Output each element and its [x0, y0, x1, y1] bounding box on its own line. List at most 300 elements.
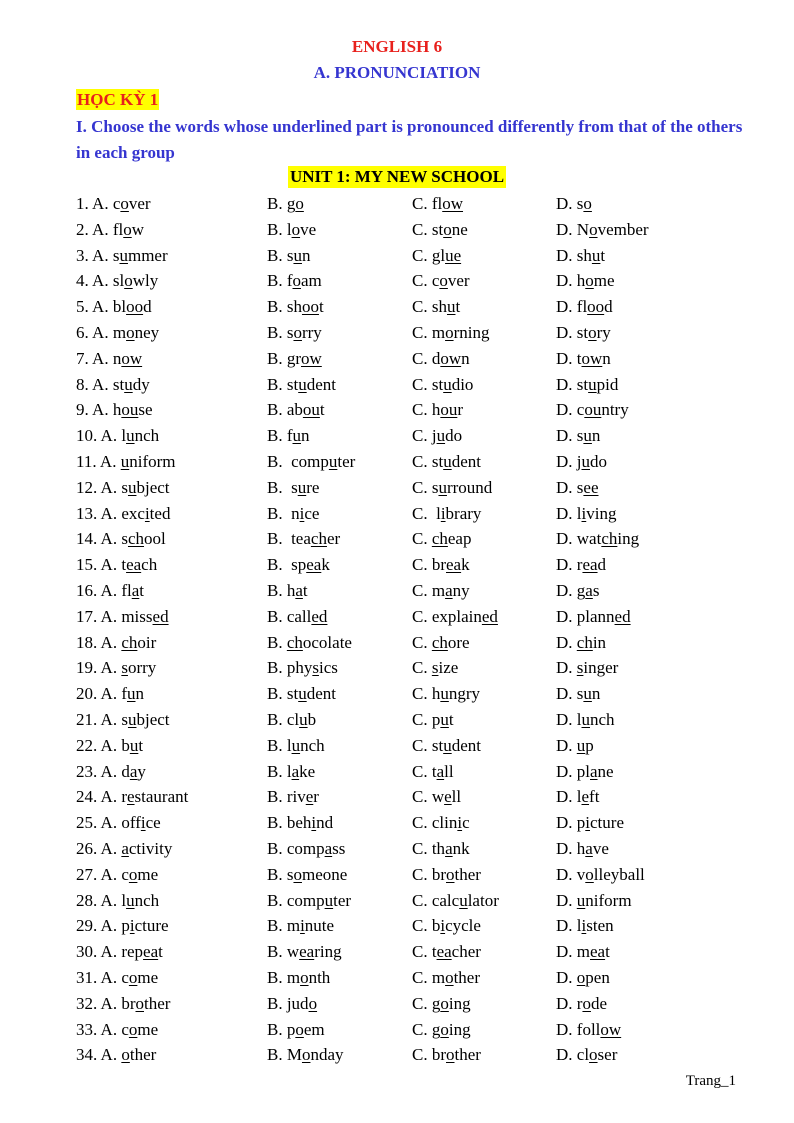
option-a: 26. A. activity [76, 838, 173, 858]
question-row [0, 836, 794, 862]
underlined-sound: ch [310, 529, 327, 549]
underlined-sound: o [295, 1019, 304, 1039]
option-b: B. computer [267, 890, 352, 910]
underlined-sound: ch [431, 632, 448, 652]
option-d: D. listen [556, 916, 614, 936]
option-b: B. teacher [267, 529, 341, 549]
option-a: 6. A. money [76, 322, 160, 342]
underlined-sound: u [119, 245, 128, 265]
option-c: C. brother [412, 864, 481, 884]
question-row [0, 268, 794, 294]
option-a: 33. A. come [76, 1019, 159, 1039]
option-b: B. computer [267, 451, 356, 471]
underlined-sound: a [436, 761, 445, 781]
question-row [0, 1042, 794, 1068]
underlined-sound: s [312, 658, 319, 678]
option-a: 20. A. fun [76, 684, 144, 704]
option-a: 27. A. come [76, 864, 159, 884]
question-row [0, 630, 794, 656]
option-b: B. grow [267, 348, 322, 368]
question-row [0, 320, 794, 346]
underlined-sound: o [123, 219, 132, 239]
underlined-sound: u [124, 374, 133, 394]
option-d: D. uniform [556, 890, 632, 910]
option-a: 32. A. brother [76, 993, 171, 1013]
question-row [0, 913, 794, 939]
option-c: C. brother [412, 1045, 481, 1065]
underlined-sound: o [585, 864, 594, 884]
underlined-sound: ou [302, 400, 320, 420]
underlined-sound: a [445, 838, 453, 858]
underlined-sound: ow [442, 194, 464, 213]
option-d: D. sun [556, 684, 601, 704]
underlined-sound: o [292, 271, 301, 291]
underlined-sound: e [305, 787, 314, 807]
underlined-sound: o [445, 967, 454, 987]
option-d: D. picture [556, 813, 624, 833]
option-c: C. clinic [412, 813, 470, 833]
underlined-sound: o [308, 993, 318, 1013]
option-d: D. chin [556, 632, 607, 652]
option-c: C. going [412, 993, 471, 1013]
underlined-sound: u [443, 374, 452, 394]
underlined-sound: o [443, 219, 452, 239]
underlined-sound: o [582, 993, 591, 1013]
underlined-sound: ow [581, 348, 603, 368]
option-d: D. read [556, 555, 607, 575]
option-a: 10. A. lunch [76, 426, 160, 446]
option-c: C. shut [412, 297, 461, 317]
underlined-sound: u [443, 735, 452, 755]
option-d: D. stupid [556, 374, 619, 394]
option-d: D. open [556, 967, 610, 987]
option-c: C. library [412, 503, 482, 523]
option-c: C. calculator [412, 890, 499, 910]
option-d: D. volleyball [556, 864, 645, 884]
underlined-sound: u [576, 735, 586, 755]
underlined-sound: o [135, 993, 144, 1013]
option-b: B. someone [267, 864, 348, 884]
option-a: 3. A. summer [76, 245, 168, 265]
option-c: C. judo [412, 426, 463, 446]
option-b: B. compass [267, 838, 346, 858]
option-a: 24. A. restaurant [76, 787, 189, 807]
underlined-sound: ue [445, 245, 462, 265]
question-row [0, 501, 794, 527]
underlined-sound: a [585, 838, 593, 858]
option-a: 19. A. sorry [76, 658, 157, 678]
section-title: A. PRONUNCIATION [313, 63, 481, 82]
question-row [0, 939, 794, 965]
underlined-sound: o [300, 967, 309, 987]
underlined-sound: oo [587, 297, 605, 317]
option-b: B. foam [267, 271, 322, 291]
question-row [0, 888, 794, 914]
option-c: C. stone [412, 219, 468, 239]
underlined-sound: ou [121, 400, 139, 420]
underlined-sound: u [127, 477, 137, 497]
option-a: 7. A. now [76, 348, 143, 368]
option-c: C. cover [412, 271, 470, 291]
underlined-sound: u [291, 735, 301, 755]
option-a: 23. A. day [76, 761, 146, 781]
question-row [0, 217, 794, 243]
question-row [0, 1017, 794, 1043]
underlined-sound: ou [440, 400, 458, 420]
option-d: D. November [556, 219, 649, 239]
option-d: D. country [556, 400, 629, 420]
underlined-sound: i [311, 813, 317, 833]
underlined-sound: o [121, 1045, 130, 1065]
underlined-sound: u [127, 709, 137, 729]
underlined-sound: i [457, 813, 463, 833]
underlined-sound: o [291, 219, 301, 239]
underlined-sound: o [440, 993, 449, 1013]
underlined-sound: u [576, 890, 586, 910]
option-c: C. tall [412, 761, 454, 781]
option-c: C. down [412, 348, 470, 368]
option-b: B. fun [267, 426, 310, 446]
option-d: D. story [556, 322, 611, 342]
underlined-sound: u [581, 709, 590, 729]
option-c: C. break [412, 555, 470, 575]
option-b: B. lake [267, 761, 316, 781]
question-row [0, 423, 794, 449]
underlined-sound: ow [301, 348, 322, 368]
underlined-sound: ea [446, 555, 462, 575]
underlined-sound: o [589, 219, 598, 239]
question-row [0, 733, 794, 759]
underlined-sound: s [576, 658, 584, 678]
underlined-sound: e [444, 787, 452, 807]
option-a: 18. A. choir [76, 632, 157, 652]
option-b: B. chocolate [267, 632, 352, 652]
option-d: D. watching [556, 529, 640, 549]
option-c: C. bicycle [412, 916, 481, 936]
option-d: D. plane [556, 761, 614, 781]
option-c: C. explained [412, 606, 498, 626]
option-b: B. club [267, 709, 317, 729]
underlined-sound: u [446, 297, 456, 317]
option-d: D. town [556, 348, 611, 368]
underlined-sound: u [591, 245, 601, 265]
underlined-sound: o [124, 271, 133, 291]
question-row [0, 294, 794, 320]
underlined-sound: ed [481, 606, 498, 626]
option-c: C. well [412, 787, 462, 807]
question-row [0, 991, 794, 1017]
option-b: B. sorry [267, 322, 322, 342]
option-c: C. size [412, 658, 459, 678]
underlined-sound: o [293, 864, 302, 884]
underlined-sound: o [439, 271, 448, 291]
option-d: D. left [556, 787, 600, 807]
underlined-sound: a [129, 761, 138, 781]
option-a: 2. A. flow [76, 219, 145, 239]
option-a: 30. A. repeat [76, 942, 163, 962]
underlined-sound: u [588, 374, 597, 394]
question-row [0, 810, 794, 836]
option-d: D. sun [556, 426, 601, 446]
option-a: 8. A. study [76, 374, 150, 394]
underlined-sound: o [585, 271, 594, 291]
question-row [0, 397, 794, 423]
option-d: D. home [556, 271, 615, 291]
option-d: D. meat [556, 942, 610, 962]
option-b: B. nice [267, 503, 320, 523]
underlined-sound: a [131, 580, 140, 600]
option-d: D. so [556, 194, 592, 213]
option-b: B. wearing [267, 942, 342, 962]
underlined-sound: u [436, 426, 446, 446]
underlined-sound: ow [121, 348, 143, 368]
option-c: C. cheap [412, 529, 472, 549]
underlined-sound: o [295, 194, 304, 213]
option-b: B. minute [267, 916, 335, 936]
option-a: 14. A. school [76, 529, 166, 549]
option-b: B. behind [267, 813, 334, 833]
underlined-sound: a [590, 761, 598, 781]
underlined-sound: u [324, 890, 334, 910]
question-row [0, 965, 794, 991]
underlined-sound: u [126, 890, 135, 910]
option-b: B. sun [267, 245, 311, 265]
option-b: B. student [267, 684, 336, 704]
underlined-sound: ch [286, 632, 303, 652]
underlined-sound: i [440, 916, 446, 936]
question-row [0, 346, 794, 372]
underlined-sound: i [144, 503, 150, 523]
option-b: B. month [267, 967, 331, 987]
option-c: C. hour [412, 400, 464, 420]
option-c: C. put [412, 709, 454, 729]
underlined-sound: o [128, 864, 138, 884]
unit-heading: UNIT 1: MY NEW SCHOOL [289, 167, 505, 186]
option-c: C. student [412, 451, 481, 471]
underlined-sound: ee [583, 477, 599, 497]
underlined-sound: o [445, 322, 454, 342]
option-d: D. rode [556, 993, 607, 1013]
underlined-sound: a [291, 761, 300, 781]
question-row [0, 372, 794, 398]
underlined-sound: o [446, 864, 455, 884]
underlined-sound: u [120, 451, 130, 471]
underlined-sound: o [128, 1019, 138, 1039]
underlined-sound: ed [614, 606, 631, 626]
option-d: D. follow [556, 1019, 622, 1039]
option-c: C. glue [412, 245, 462, 265]
question-row [0, 759, 794, 785]
underlined-sound: ed [311, 606, 328, 626]
question-row [0, 552, 794, 578]
underlined-sound: ch [601, 529, 618, 549]
option-a: 17. A. missed [76, 606, 169, 626]
option-b: B. judo [267, 993, 318, 1013]
option-b: B. go [267, 194, 304, 213]
option-d: D. planned [556, 606, 631, 626]
underlined-sound: u [438, 477, 447, 497]
underlined-sound: a [585, 580, 593, 600]
underlined-sound: ou [584, 400, 602, 420]
underlined-sound: o [583, 194, 592, 213]
option-c: C. studio [412, 374, 474, 394]
option-d: D. have [556, 838, 609, 858]
unit-heading-wrap [0, 166, 794, 188]
underlined-sound: ea [299, 942, 315, 962]
option-c: C. student [412, 735, 481, 755]
option-c: C. mother [412, 967, 480, 987]
option-c: C. surround [412, 477, 493, 497]
underlined-sound: o [293, 322, 302, 342]
option-a: 12. A. subject [76, 477, 170, 497]
option-b: B. Monday [267, 1045, 344, 1065]
option-a: 13. A. excited [76, 503, 171, 523]
option-b: B. shoot [267, 297, 324, 317]
underlined-sound: oo [301, 297, 319, 317]
underlined-sound: o [128, 967, 138, 987]
underlined-sound: u [126, 426, 135, 446]
underlined-sound: u [459, 890, 468, 910]
page-number: Trang_1 [685, 1073, 736, 1089]
underlined-sound: i [581, 916, 587, 936]
option-a: 5. A. blood [76, 297, 152, 317]
underlined-sound: i [581, 503, 587, 523]
question-row [0, 655, 794, 681]
underlined-sound: ch [431, 529, 448, 549]
option-b: B. love [267, 219, 317, 239]
underlined-sound: u [292, 426, 301, 446]
option-a: 29. A. picture [76, 916, 169, 936]
underlined-sound: o [120, 194, 129, 213]
option-b: B. called [267, 606, 328, 626]
underlined-sound: o [446, 1045, 455, 1065]
option-c: C. many [412, 580, 470, 600]
option-a: 31. A. come [76, 967, 159, 987]
underlined-sound: ch [127, 529, 145, 549]
underlined-sound: ea [143, 942, 159, 962]
underlined-sound: e [127, 787, 135, 807]
option-a: 15. A. teach [76, 555, 158, 575]
underlined-sound: ea [126, 555, 142, 575]
question-row [0, 681, 794, 707]
underlined-sound: o [126, 322, 135, 342]
underlined-sound: u [293, 245, 302, 265]
underlined-sound: u [297, 477, 307, 497]
option-c: C. morning [412, 322, 490, 342]
option-a: 4. A. slowly [76, 271, 159, 291]
option-a: 28. A. lunch [76, 890, 160, 910]
underlined-sound: ow [440, 348, 462, 368]
underlined-sound: u [299, 709, 308, 729]
option-b: B. sure [267, 477, 320, 497]
underlined-sound: u [129, 735, 139, 755]
underlined-sound: o [588, 322, 597, 342]
option-b: B. physics [267, 658, 338, 678]
option-b: B. lunch [267, 735, 325, 755]
underlined-sound: ea [582, 555, 598, 575]
option-c: C. hungry [412, 684, 481, 704]
option-a: 21. A. subject [76, 709, 170, 729]
question-row [0, 862, 794, 888]
underlined-sound: ea [590, 942, 606, 962]
option-a: 25. A. office [76, 813, 161, 833]
underlined-sound: u [443, 451, 452, 471]
underlined-sound: u [440, 709, 449, 729]
underlined-sound: u [583, 684, 592, 704]
option-d: D. closer [556, 1045, 618, 1065]
option-d: D. see [556, 477, 599, 497]
underlined-sound: i [440, 503, 446, 523]
underlined-sound: e [581, 787, 590, 807]
underlined-sound: s [121, 658, 128, 678]
underlined-sound: o [301, 1045, 311, 1065]
underlined-sound: ow [600, 1019, 622, 1039]
underlined-sound: ea [436, 942, 452, 962]
underlined-sound: u [298, 374, 307, 394]
underlined-sound: i [299, 503, 305, 523]
underlined-sound: i [140, 813, 146, 833]
option-d: D. singer [556, 658, 619, 678]
underlined-sound: ch [121, 632, 138, 652]
question-list [0, 191, 794, 1068]
option-d: D. shut [556, 245, 606, 265]
option-d: D. living [556, 503, 617, 523]
option-c: C. thank [412, 838, 470, 858]
underlined-sound: a [121, 838, 129, 858]
option-a: 34. A. other [76, 1045, 157, 1065]
option-d: D. gas [556, 580, 600, 600]
underlined-sound: o [589, 1045, 598, 1065]
underlined-sound: a [295, 580, 303, 600]
option-a: 16. A. flat [76, 580, 145, 600]
underlined-sound: ed [152, 606, 169, 626]
question-row [0, 526, 794, 552]
underlined-sound: i [585, 813, 591, 833]
option-a: 9. A. house [76, 400, 153, 420]
underlined-sound: i [300, 916, 305, 936]
option-c: C. going [412, 1019, 471, 1039]
question-row [0, 578, 794, 604]
option-b: B. poem [267, 1019, 325, 1039]
option-b: B. hat [267, 580, 308, 600]
option-d: D. up [556, 735, 594, 755]
option-c: C. teacher [412, 942, 481, 962]
option-b: B. river [267, 787, 319, 807]
subject-title: ENGLISH 6 [351, 37, 443, 56]
option-a: 1. A. cover [76, 194, 151, 213]
option-b: B. student [267, 374, 336, 394]
underlined-sound: ea [306, 555, 322, 575]
underlined-sound: a [324, 838, 333, 858]
question-row [0, 449, 794, 475]
underlined-sound: o [440, 1019, 449, 1039]
underlined-sound: u [328, 451, 338, 471]
underlined-sound: i [129, 916, 135, 936]
question-row [0, 475, 794, 501]
exercise-instruction: I. Choose the words whose underlined part is pronounced differently from that of the others in each group [76, 117, 743, 162]
underlined-sound: u [298, 684, 307, 704]
option-d: D. flood [556, 297, 613, 317]
option-a: 11. A. uniform [76, 451, 176, 471]
underlined-sound: s [431, 658, 439, 678]
option-a: 22. A. but [76, 735, 144, 755]
question-row [0, 784, 794, 810]
underlined-sound: u [127, 684, 136, 704]
underlined-sound: o [576, 967, 586, 987]
question-row [0, 707, 794, 733]
option-b: B. about [267, 400, 325, 420]
question-row [0, 191, 794, 217]
